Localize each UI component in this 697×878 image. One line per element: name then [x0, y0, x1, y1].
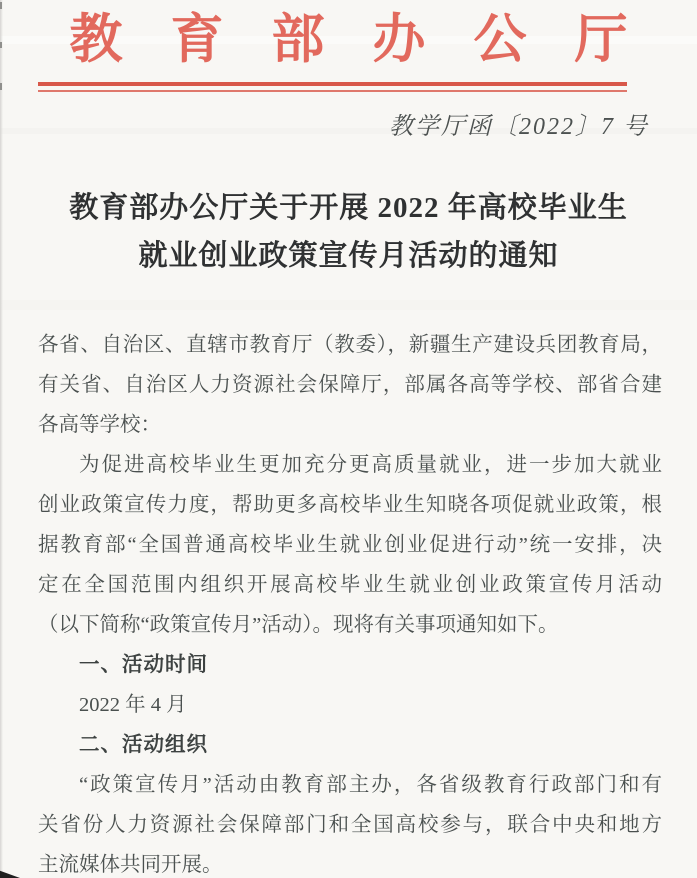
intro-paragraph-line: （以下简称“政策宣传月”活动）。现将有关事项通知如下。 [38, 614, 559, 636]
letterhead-title: 教育部办公厅 [69, 8, 676, 70]
section-2-heading: 二、活动组织 [79, 733, 208, 756]
divider-thick-rule [38, 82, 627, 86]
document-body [38, 325, 662, 878]
intro-paragraph-line: 据教育部“全国普通高校毕业生就业创业促进行动”统一安排，决 [38, 534, 662, 556]
notice-title-line2: 就业创业政策宣传月活动的通知 [138, 240, 559, 272]
salutation-line: 各高等学校： [38, 414, 161, 436]
scan-edge-artifact [0, 0, 3, 878]
notice-title-line1: 教育部办公厅关于开展 2022 年高校毕业生 [69, 192, 628, 224]
salutation-line: 有关省、自治区人力资源社会保障厅，部属各高等学校、部省合建 [38, 374, 662, 396]
intro-paragraph-line: 为促进高校毕业生更加充分更高质量就业，进一步加大就业 [79, 454, 662, 476]
section-2-paragraph-line: 主流媒体共同开展。 [38, 854, 223, 876]
scan-corner-artifact [0, 870, 20, 878]
letterhead-divider [38, 82, 627, 92]
scan-edge-artifact [0, 83, 2, 90]
section-2-paragraph-line: 关省份人力资源社会保障部门和全国高校参与，联合中央和地方 [38, 814, 662, 836]
section-1-value: 2022 年 4 月 [79, 694, 187, 716]
document-number: 教学厅函〔2022〕7 号 [389, 114, 649, 140]
intro-paragraph-line: 创业政策宣传力度，帮助更多高校毕业生知晓各项促就业政策，根 [38, 494, 662, 516]
section-2-paragraph-line: “政策宣传月”活动由教育部主办，各省级教育行政部门和有 [79, 774, 662, 796]
divider-thin-rule [38, 90, 627, 92]
notice-title [0, 184, 697, 280]
section-1-heading: 一、活动时间 [79, 653, 208, 676]
scan-band-artifact [0, 300, 697, 310]
salutation-line: 各省、自治区、直辖市教育厅（教委），新疆生产建设兵团教育局， [38, 334, 662, 356]
intro-paragraph-line: 定在全国范围内组织开展高校毕业生就业创业政策宣传月活动 [38, 574, 662, 596]
